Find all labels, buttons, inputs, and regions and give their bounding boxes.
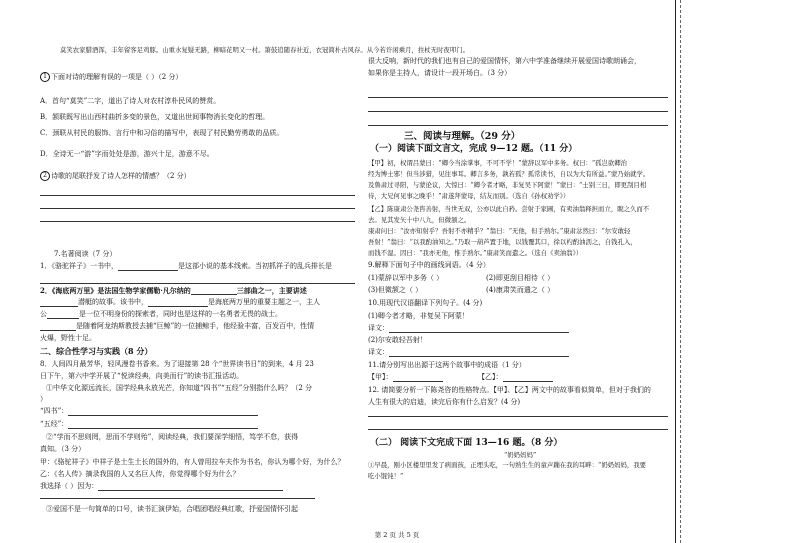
q10-title: 10.用现代汉语翻译下列句子。(4 分): [368, 299, 483, 307]
option-b: B．颔联既写出山西村曲折多变的景色，又道出世间事物消长变化的哲理。: [40, 113, 270, 121]
option-jia: 甲：《骆驼祥子》中祥子是土生土长的国外的，有人曾用拉车夫作为书名，你认为哪个好，为什么？: [40, 458, 345, 466]
answer-line[interactable]: [368, 97, 668, 98]
q7-line-1: 1．《骆驼祥子》一书中， 是这部小说的基本线索。当初抓祥子的乱兵排长是: [40, 262, 332, 270]
circled-number-2: 2: [40, 171, 50, 181]
passage-yi-4: 吾射！”翁曰：“以我酌油知之。”乃取一葫芦置于地，以钱覆其口，徐以杓酌油沥之，自钱孔入，: [368, 238, 637, 246]
passage-yi-5: 而钱不湿。因曰：“我亦无他，惟手熟尔。”康肃笑而遣之。（选自《卖油翁》）: [368, 249, 583, 257]
q9-title: 9.解释下面句子中的画线词语。（4 分）: [368, 261, 490, 269]
q9-item-1: (1)蒙辞以军中多务（ ）: [368, 274, 444, 282]
q10-item-2: (2)尔安敢轻吾射！: [368, 336, 427, 344]
sishu-blank[interactable]: [68, 408, 258, 416]
page-footer: 第 2 页 共 5 页: [374, 531, 420, 539]
passage-jia-2: 经为博士邪！但当涉猎，见往事耳。卿言多务，孰若孤？孤常读书，自以为大有所益。”蒙乃始就学。: [368, 170, 650, 178]
q12-line-2: 人生有很大的启迪，读完后你有什么启发？(4 分): [368, 398, 521, 406]
sishu-label: “四书”：: [40, 407, 258, 416]
blank[interactable]: [118, 263, 178, 271]
q11-yi: 【乙】：: [478, 373, 553, 382]
answer-line[interactable]: [40, 498, 315, 499]
circled-number-1: 1: [40, 72, 50, 82]
section-3-title: 三、阅读与理解。（29 分）: [404, 131, 521, 142]
binding-line: [675, 0, 676, 543]
option-yi: 乙：《名人传》摘录我国的人又名巨人传，你觉得哪个好为什么？: [40, 470, 240, 478]
q8-sub-3: ③爱国不是一句简单的口号，读书汇演伊始，合唱团唱经典红歌，抒爱国情怀引起: [46, 505, 298, 513]
blank[interactable]: [47, 311, 79, 319]
passage-yi-3: 康肃问曰：“汝亦知射乎？吾射不亦精乎？”翁曰：“无他，但手熟尔。”康肃忿然曰：“尔安敢轻: [368, 227, 631, 235]
passage-jia-4: 待，大兄何见事之晚乎！”肃遂拜蒙母，结友而别。（选自《孙权劝学》）: [368, 192, 570, 200]
question-poem-1: 1 下面对诗的理解有误的一项是（ ）（2 分）: [40, 72, 182, 82]
wujing-label: “五经”：: [40, 420, 258, 429]
passage-yi-2: 去。见其发矢十中八九，但微颔之。: [368, 216, 471, 224]
poem-text: 莫笑农家腊酒浑，丰年留客足鸡豚。山重水复疑无路，柳暗花明又一村。箫鼓追随春社近，衣冠简朴古风存。从今若许闲乘月，拄杖无时夜叩门。: [60, 46, 469, 54]
q7-line-2: 2．《海底两万里》是法国生物学家儒勒·凡尔纳的 三部曲之一，主要讲述: [40, 286, 307, 295]
q7-line-6: 火爆，野性十足。: [40, 334, 96, 342]
q8-sub-1: ①中华文化源远流长，国学经典永放光芒，你知道“四书”“五经”分别指什么吗？（2 分: [46, 384, 312, 392]
q9-item-2: (2)即更刮目相待（ ）: [486, 274, 555, 282]
blank[interactable]: [40, 299, 78, 307]
passage-yi-1: 【乙】陈康肃公尧咨善射，当世无双，公亦以此自矜。尝射于家圃，有卖油翁释担而立，睨之久而不: [368, 205, 650, 213]
q7-line-3: 潜艇的故事。该书中， 是海底两万里的重要主题之一，主人: [40, 298, 320, 307]
part-1-title: （一）阅读下面文言文，完成 9—12 题。（11 分）: [370, 144, 578, 154]
q8-sub-1-end: ）: [40, 395, 47, 403]
q9-item-3: (3)但微颔之（ ）: [368, 286, 423, 294]
choose-line: 我选择（ ）因为：: [40, 482, 283, 491]
translation-label-1: 译文：: [368, 324, 569, 333]
option-c: C．颈联从村民的服饰、言行中和习俗的描写中，表现了村民勤劳勇敢的品质。: [40, 129, 284, 137]
q11-jia: 【甲】：: [368, 373, 443, 382]
q8-cont-line-2: 如果你是主持人，请设计一段开场白。（3 分）: [368, 69, 512, 77]
q8-sub-2-end: 真知。（3 分）: [40, 445, 86, 453]
q8-sub-2: ②“学而不思则罔，思而不学则殆”，阅读经典，我们要深学细悟，笃学不怠，获得: [46, 433, 299, 441]
wujing-blank[interactable]: [68, 421, 258, 429]
q12-line-1: 12. 请简要分析一下陈尧咨的性格特点。【甲】、【乙】两文中的故事看似简单，但对于我们的: [368, 386, 651, 394]
q11-jia-blank[interactable]: [393, 374, 443, 382]
option-d: D．全诗无一“游”字而处处是游，游兴十足，游意不尽。: [40, 150, 214, 158]
q8-line-1: 8．人间四月最芳华，轻风漫卷书香来。为了迎接第 28 个“世界读书日”的到来，4 月 23: [40, 360, 314, 368]
answer-line[interactable]: [40, 208, 355, 209]
q9-item-4: (4)康肃笑而遣之（ ）: [486, 286, 555, 294]
question-poem-2: 2 诗歌的尾联抒发了诗人怎样的情感？（2 分）: [40, 171, 191, 181]
choose-blank[interactable]: [98, 483, 283, 491]
translation-blank-1[interactable]: [389, 325, 569, 333]
answer-line[interactable]: [368, 429, 668, 430]
blank[interactable]: [40, 323, 76, 331]
answer-line[interactable]: [40, 221, 355, 222]
answer-line[interactable]: [40, 195, 355, 196]
story-line-2: 吃小馄饨！”: [368, 472, 404, 480]
section-2-title: 二、综合性学习与实践（8 分）: [40, 346, 153, 356]
q7-line-5: 是随着阿龙纳斯教授去捕“巨鲸”的一位捕鲸手，他经验丰富，百发百中，性情: [40, 322, 314, 331]
q10-item-1: (1)卿今者才略，非复吴下阿蒙！: [368, 312, 469, 320]
translation-blank-2[interactable]: [389, 349, 569, 357]
passage-jia-3: 及鲁肃过寻阳，与蒙论议，大惊曰：“卿今者才略，非复吴下阿蒙！”蒙曰：“士别三日，即更刮目相: [368, 181, 647, 189]
blank[interactable]: [148, 299, 208, 307]
answer-line[interactable]: [368, 416, 668, 417]
q7-title: 7.名著阅读（7 分）: [54, 250, 117, 258]
passage-jia-1: 【甲】初，权谓吕蒙曰：“卿今当涂掌事，不可不学！”蒙辞以军中多务。权曰：“孤岂欲卿治: [368, 159, 628, 167]
option-a: A．首句“莫笑”二字，道出了诗人对农村淳朴民风的赞赏。: [40, 97, 221, 105]
q11-yi-blank[interactable]: [503, 374, 553, 382]
answer-line[interactable]: [40, 283, 355, 284]
answer-line[interactable]: [368, 125, 668, 126]
story-title: “奶奶妈妈”: [504, 451, 537, 459]
answer-line[interactable]: [368, 111, 668, 112]
q8-line-2: 日下午，第六中学开展了“悦读经典，向美而行”的读书汇报活动。: [40, 372, 244, 380]
q11-title: 11.请分别写出出源于这两个故事中的成语（1 分）: [368, 361, 526, 369]
binding-dashed-line: [680, 0, 681, 543]
right-column: [368, 0, 673, 543]
blank[interactable]: [191, 287, 237, 295]
q8-cont-line-1: 很大反响，新时代的我们也有自己的爱国情怀，第六中学准备继续开展爱国诗歌朗诵会，: [368, 57, 641, 65]
part-2-title: （二） 阅读下文完成下面 13—16 题。（8 分）: [370, 438, 563, 448]
translation-label-2: 译文：: [368, 348, 569, 357]
story-line-1: ①早晨，刚小区楼里里发了病面孩，正埋头吃，一句熟生生的童声蹦在我的耳畔：“奶奶妈妈，我要: [368, 461, 647, 469]
q7-line-4: 公 是一位不明身份的探索者，同时也是这样的一名勇者无畏的战士。: [40, 310, 282, 318]
